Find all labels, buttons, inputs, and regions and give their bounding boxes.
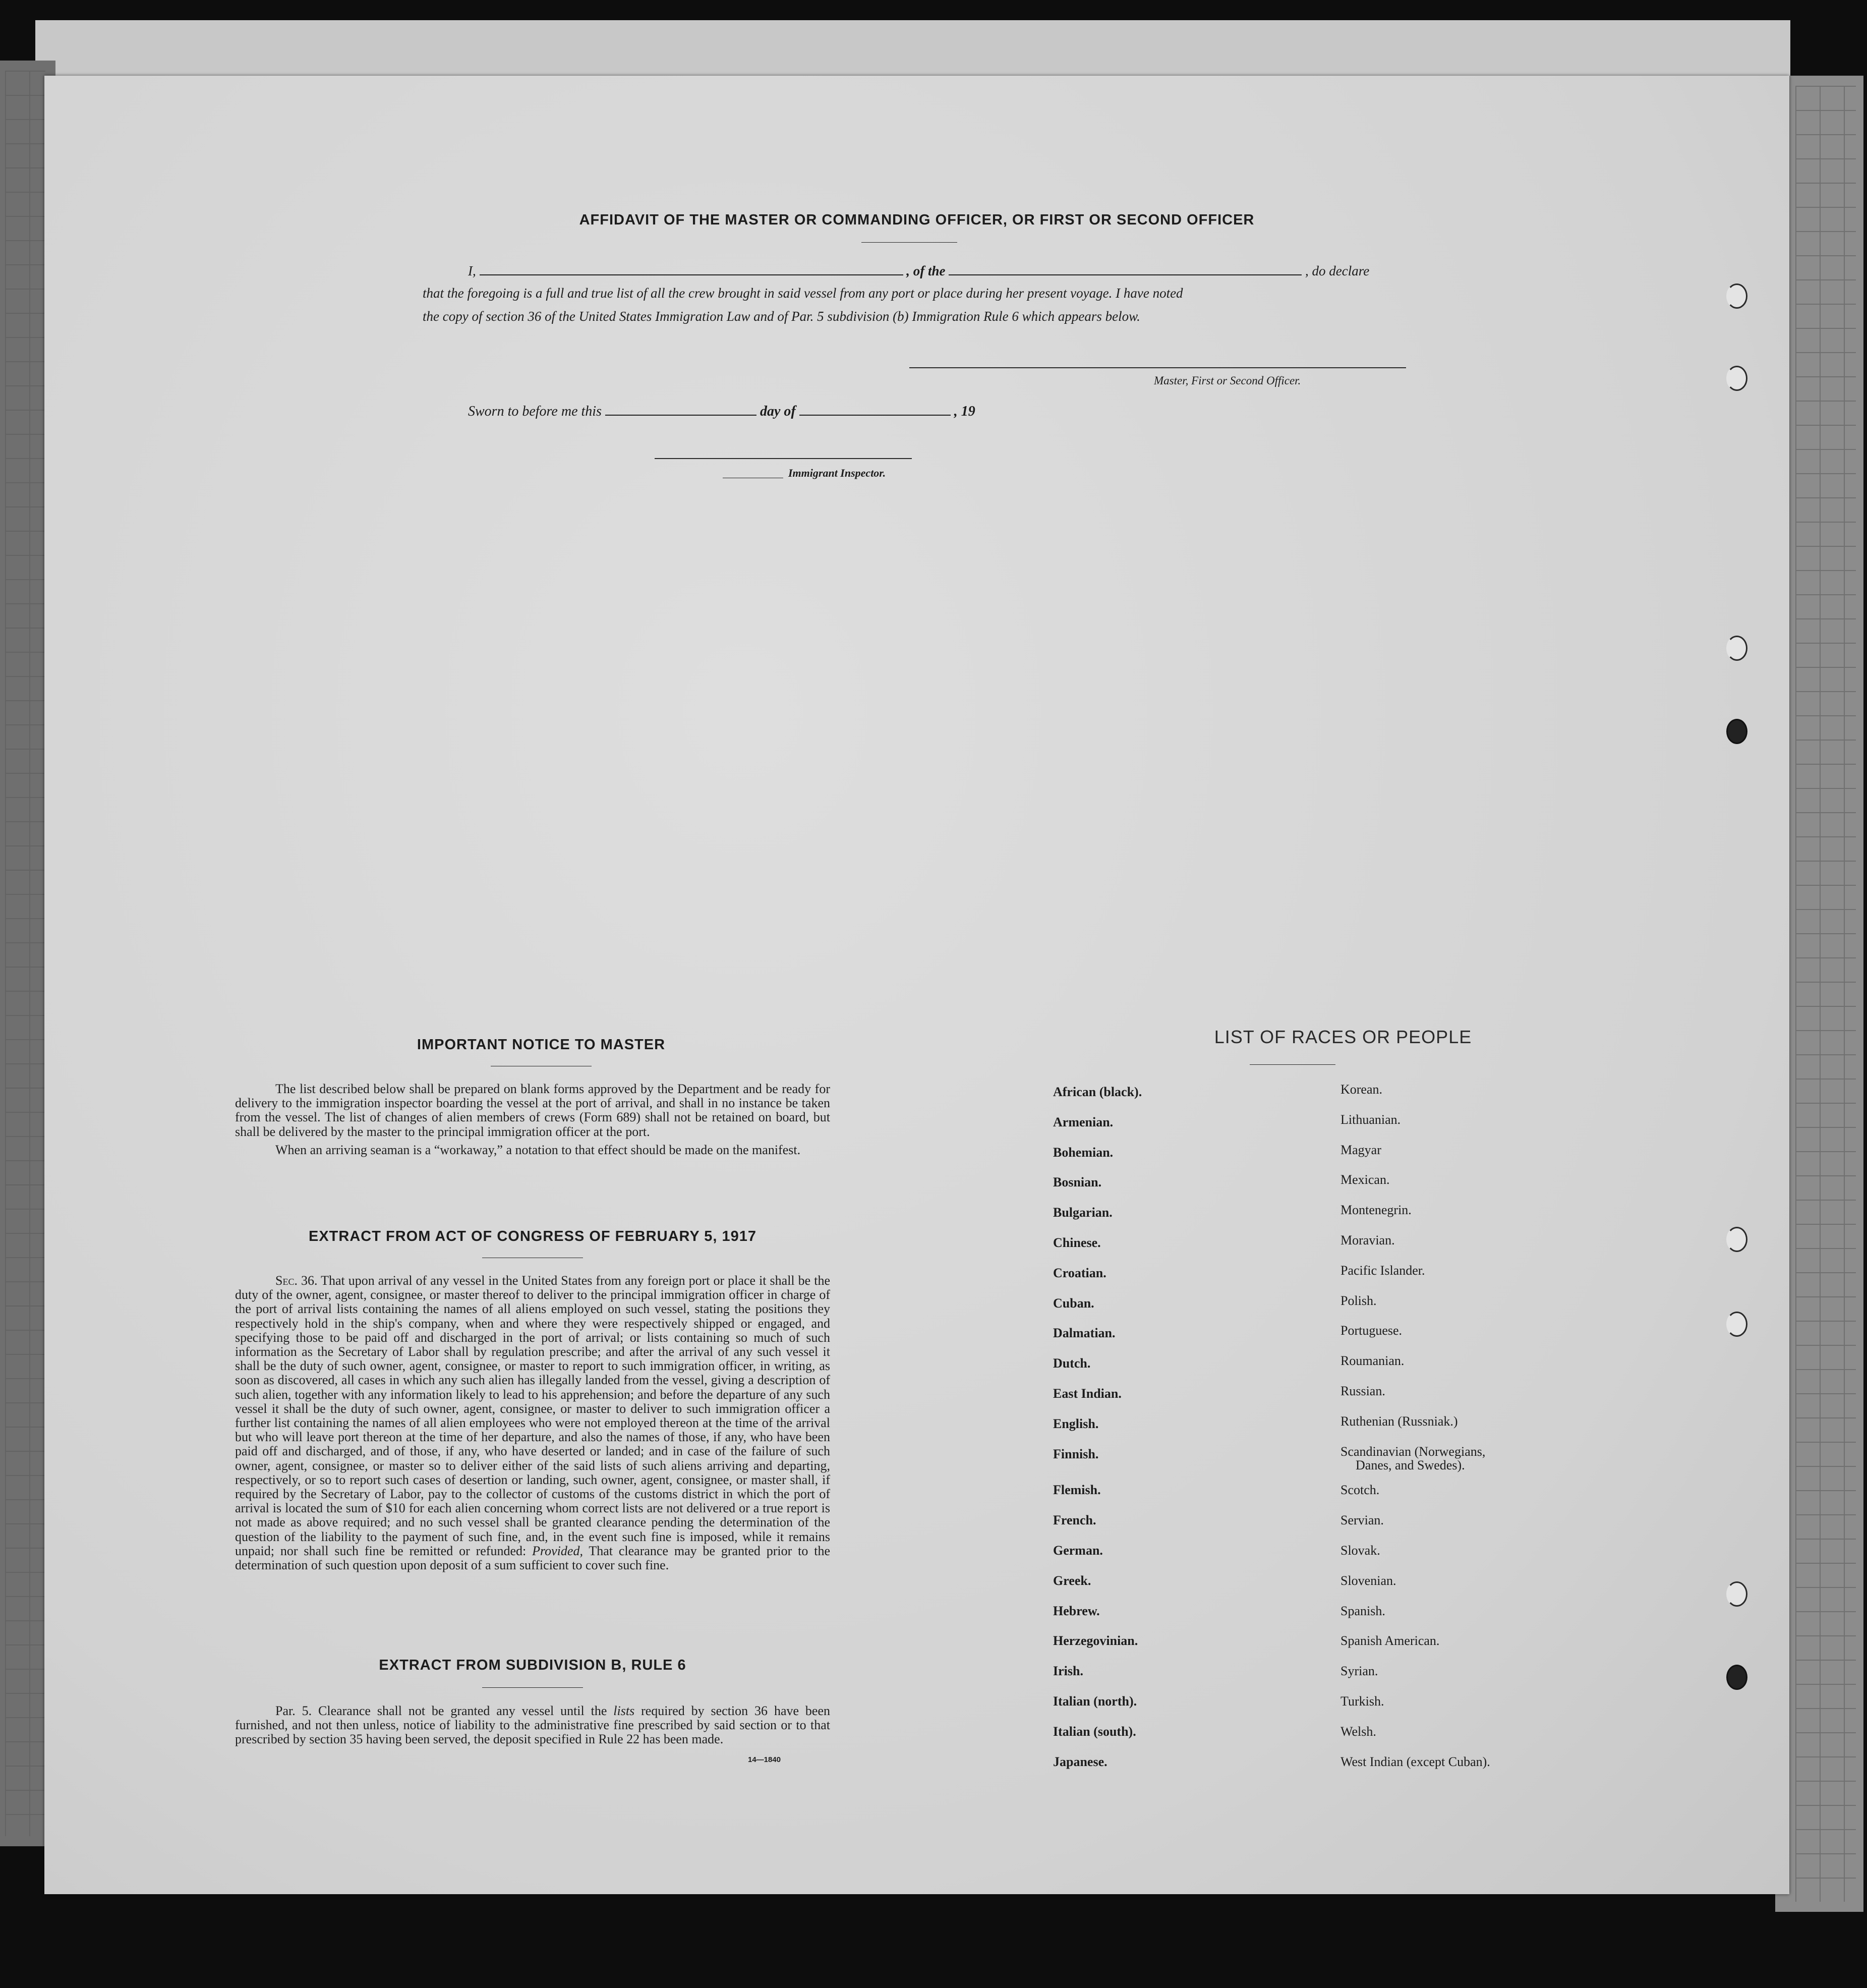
day-of-text: day of [760, 404, 796, 419]
vessel-blank[interactable] [949, 274, 1302, 275]
races-title: LIST OF RACES OR PEOPLE [1214, 1027, 1472, 1047]
grid-paper-strip [1795, 86, 1856, 1902]
race-item: Russian. [1340, 1384, 1385, 1398]
punch-hole [1726, 636, 1747, 661]
race-item: Croatian. [1053, 1265, 1106, 1280]
inspector-caption: Immigrant Inspector. [788, 467, 886, 479]
act-extract-title: EXTRACT FROM ACT OF CONGRESS OF FEBRUARY 5, 1917 [308, 1228, 757, 1244]
race-item: Moravian. [1340, 1233, 1395, 1247]
affidavit-title: AFFIDAVIT OF THE MASTER OR COMMANDING OFFICER, OR FIRST OR SECOND OFFICER [579, 212, 1255, 228]
signature-caption: Master, First or Second Officer. [1154, 374, 1301, 387]
race-item: Bosnian. [1053, 1175, 1102, 1190]
race-item: Servian. [1340, 1513, 1384, 1528]
race-item: Welsh. [1340, 1724, 1376, 1739]
race-item: Chinese. [1053, 1235, 1101, 1250]
race-item: Dalmatian. [1053, 1326, 1116, 1341]
race-item: Hebrew. [1053, 1603, 1100, 1618]
race-item: Danes, and Swedes). [1356, 1457, 1465, 1472]
punch-hole [1726, 1581, 1747, 1607]
race-item: Slovenian. [1340, 1573, 1396, 1588]
race-item: Montenegrin. [1340, 1203, 1412, 1218]
notice-body [235, 1082, 830, 1157]
section-text: That upon arrival of any vessel in the United States from any foreign port or place it shall be the duty of the owner, agent, consignee, or master thereof to deliver to the principal immigration officer in charge of the port of arrival lists containing the names of all aliens employed on such vessel, stating the positions they respectively hold in the ship's company, when and where they were respectively shipped or engaged, and specifying those to be paid off and discharged in the port of arrival; or lists containing so much of such information as the Secretary of Labor shall by regulation prescribe; and after the arrival of any such vessel it shall be the duty of such owner, agent, consignee, or master to report to such immigration officer, in writing, as soon as discovered, all cases in which any such alien has illegally landed from the vessel, giving a description of such alien, together with any information likely to lead to his apprehension; and before the departure of any such vessel it shall be the duty of such owner, agent, consignee, or master to deliver to such immigration officer a further list containing the names of all alien employees who were not employed thereon at the time of the arrival but who will leave port thereon at the time of her departure, and also the names of those, if any, who have been paid off and discharged, and of those, if any, who have deserted or landed; and in case of the failure of such owner, agent, consignee, or master so to deliver either of the said lists of such aliens arriving and departing, respectively, or so to report such cases of desertion or landing, such owner, agent, consignee, or master shall, if required by the Secretary of Labor, pay to the collector of customs of the customs district in which the port of arrival is located the sum of $10 for each alien concerning whom correct lists are not delivered or a true report is not made as above required; and no such vessel shall be granted clearance pending the determination of the question of the liability to the payment of such fine, and, in the event such fine is imposed, while it remains unpaid; nor shall such fine be remitted or refunded: [235, 1273, 831, 1558]
race-item: Bohemian. [1053, 1145, 1114, 1160]
day-blank[interactable] [605, 415, 756, 416]
month-blank[interactable] [799, 415, 951, 416]
race-item: Japanese. [1053, 1754, 1107, 1769]
name-blank[interactable] [480, 274, 903, 275]
sworn-line [468, 404, 975, 420]
race-item: Portuguese. [1340, 1323, 1403, 1338]
punch-hole [1726, 1227, 1747, 1252]
sworn-text: Sworn to before me this [468, 404, 602, 419]
grid-paper-strip-left [5, 71, 45, 1836]
bleed-through-text [387, 540, 395, 555]
race-item: Spanish American. [1340, 1633, 1440, 1649]
race-item: Mexican. [1340, 1172, 1390, 1187]
race-item: Slovak. [1340, 1543, 1380, 1558]
form-number: 14—1840 [748, 1755, 781, 1764]
race-item: German. [1053, 1543, 1103, 1558]
race-item: Bulgarian. [1053, 1205, 1113, 1220]
race-item: Turkish. [1340, 1694, 1384, 1709]
signature-line[interactable] [909, 367, 1406, 368]
notice-paragraph-1: The list described below shall be prepared on blank forms approved by the Department and be ready for delivery to the immigration inspector boarding the vessel at the port of arrival, and shall in no instance be taken from the vessel. The list of changes of alien members of crews (Form 689) shall not be retained on board, but shall be delivered by the master to the principal immigration officer at the port. [235, 1082, 830, 1139]
inspector-signature-line[interactable] [655, 458, 912, 459]
race-item: Herzegovinian. [1053, 1633, 1138, 1649]
section-number: Sec. 36. [275, 1273, 318, 1288]
title-divider [861, 242, 957, 243]
act-extract-body [235, 1274, 830, 1572]
race-item: Spanish. [1340, 1603, 1385, 1618]
affidavit-declare: , do declare [1305, 263, 1370, 278]
race-item: Finnish. [1053, 1446, 1099, 1461]
punch-hole [1726, 1665, 1747, 1690]
races-divider [1250, 1064, 1335, 1065]
punch-hole [1726, 1312, 1747, 1337]
race-item: West Indian (except Cuban). [1340, 1754, 1490, 1769]
punch-hole [1726, 719, 1747, 744]
race-item: Syrian. [1340, 1664, 1378, 1679]
rule-lists: lists [613, 1703, 635, 1718]
rule-extract-body [235, 1704, 830, 1747]
year-prefix: , 19 [954, 404, 975, 419]
race-item: Magyar [1340, 1142, 1381, 1157]
race-item: Scotch. [1340, 1483, 1380, 1498]
race-item: Scandinavian (Norwegians, [1340, 1444, 1486, 1459]
race-item: Cuban. [1053, 1295, 1094, 1311]
race-item: English. [1053, 1416, 1099, 1431]
section-tail: That clearance may be granted prior to the determination of such question upon deposit of a sum sufficient to cover such fine. [235, 1543, 830, 1573]
race-item: Pacific Islander. [1340, 1263, 1425, 1278]
notice-paragraph-2: When an arriving seaman is a “workaway,” a notation to that effect should be made on the manifest. [275, 1142, 801, 1157]
affidavit-line-3: the copy of section 36 of the United States Immigration Law and of Par. 5 subdivision (b) Immigration Rule 6 which appears below. [423, 309, 1140, 324]
proviso: Provided, [532, 1543, 583, 1558]
race-item: Ruthenian (Russniak.) [1340, 1413, 1458, 1429]
race-item: Italian (north). [1053, 1694, 1137, 1709]
race-item: Irish. [1053, 1664, 1083, 1679]
race-item: Dutch. [1053, 1356, 1091, 1371]
rule-text-b: required by section 36 have been furnished, and not then unless, notice of liability to the administrative fine prescribed by said section or to that prescribed by section 35 having been served, the deposit specified in Rule 22 has been made. [235, 1703, 830, 1747]
race-item: African (black). [1053, 1085, 1142, 1099]
punch-hole [1726, 366, 1747, 391]
race-item: French. [1053, 1513, 1096, 1528]
affidavit-i: I, [468, 263, 476, 278]
punch-hole [1726, 283, 1747, 309]
race-item: East Indian. [1053, 1386, 1122, 1401]
rule-extract-title: EXTRACT FROM SUBDIVISION B, RULE 6 [379, 1657, 686, 1673]
race-item: Lithuanian. [1340, 1112, 1401, 1127]
race-item: Roumanian. [1340, 1353, 1405, 1369]
race-item: Greek. [1053, 1573, 1091, 1588]
affidavit-line-1 [468, 263, 1369, 279]
rule-divider [482, 1687, 583, 1688]
race-item: Polish. [1340, 1293, 1377, 1308]
affidavit-line-2: that the foregoing is a full and true list of all the crew brought in said vessel from any port or place during her present voyage. I have noted [423, 286, 1183, 301]
race-item: Italian (south). [1053, 1724, 1136, 1739]
manifest-page [44, 76, 1789, 1894]
affidavit-of-the: , of the [906, 263, 946, 278]
race-item: Armenian. [1053, 1114, 1114, 1129]
race-item: Flemish. [1053, 1483, 1101, 1498]
notice-title: IMPORTANT NOTICE TO MASTER [417, 1037, 666, 1053]
race-item: Korean. [1340, 1082, 1383, 1097]
rule-text-a: Par. 5. Clearance shall not be granted any vessel until the [275, 1703, 607, 1718]
